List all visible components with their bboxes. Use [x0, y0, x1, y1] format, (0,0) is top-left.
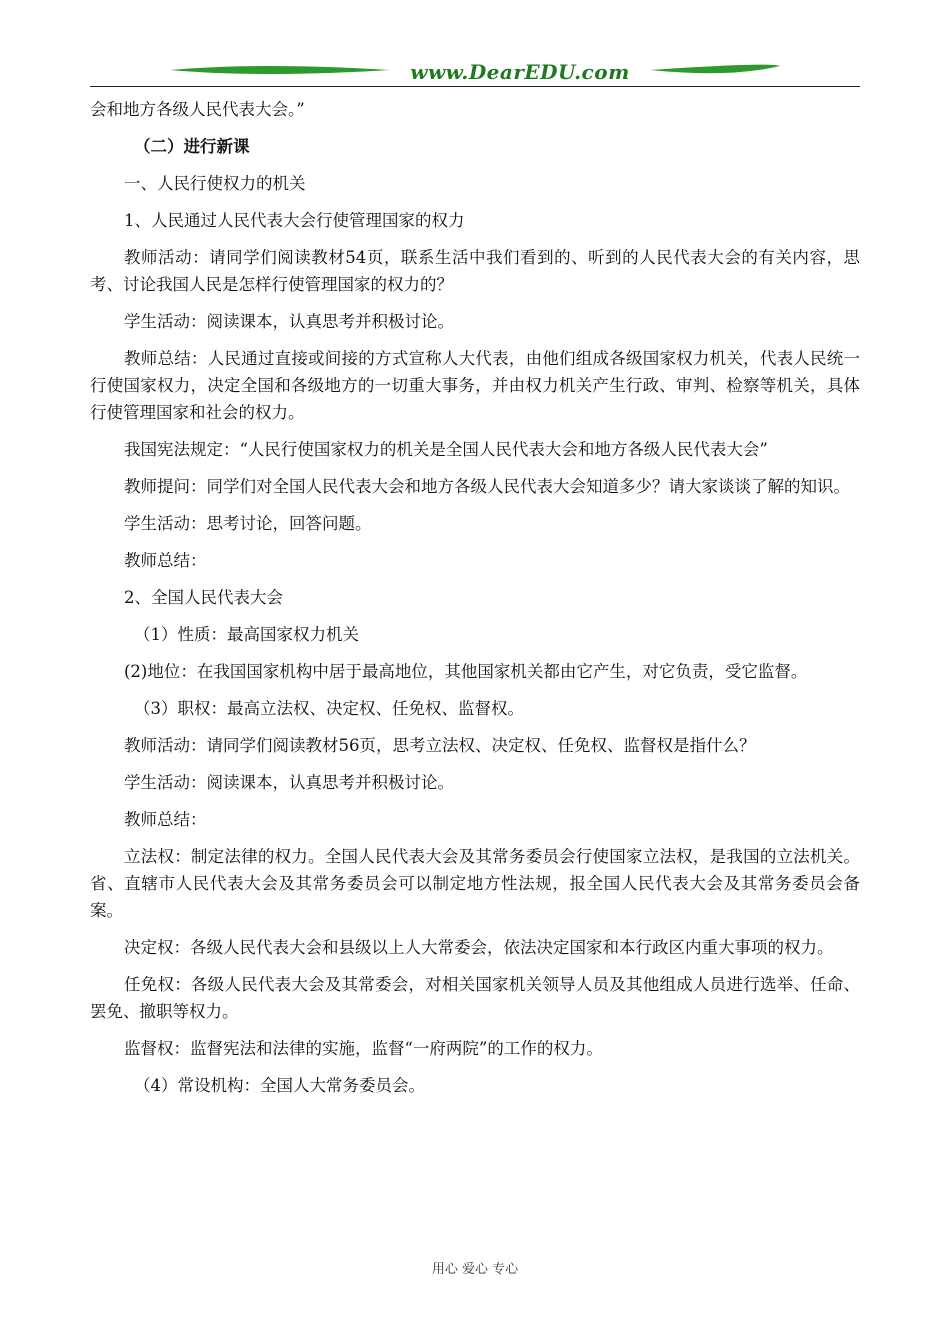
paragraph: 1、人民通过人民代表大会行使管理国家的权力 — [124, 211, 465, 230]
paragraph: (2)地位：在我国国家机构中居于最高地位，其他国家机关都由它产生，对它负责，受它监督。 — [124, 662, 808, 681]
paragraph: 立法权：制定法律的权力。全国人民代表大会及其常务委员会行使国家立法权，是我国的立法机关。省、直辖市人民代表大会及其常务委员会可以制定地方性法规，报全国人民代表大会及其常务委员会备案。 — [90, 847, 860, 920]
paragraph: 教师总结：人民通过直接或间接的方式宣称人大代表，由他们组成各级国家权力机关，代表人民统一行使国家权力，决定全国和各级地方的一切重大事务，并由权力机关产生行政、审判、检察等机关，具体行使管理国家和社会的权力。 — [90, 349, 860, 422]
paragraph: （二）进行新课 — [134, 137, 250, 156]
paragraph: 任免权：各级人民代表大会及其常委会，对相关国家机关领导人员及其他组成人员进行选举、任命、罢免、撤职等权力。 — [90, 975, 860, 1021]
page-footer: 用心 爱心 专心 — [431, 1262, 519, 1277]
document-body — [90, 96, 860, 1109]
paragraph: 教师提问：同学们对全国人民代表大会和地方各级人民代表大会知道多少？请大家谈谈了解的知识。 — [124, 477, 850, 496]
paragraph: （4）常设机构：全国人大常务委员会。 — [134, 1076, 425, 1095]
page-header — [90, 58, 860, 90]
header-rule — [90, 86, 860, 87]
paragraph: 一、人民行使权力的机关 — [124, 174, 306, 193]
paragraph: 监督权：监督宪法和法律的实施，监督“一府两院”的工作的权力。 — [124, 1039, 603, 1058]
paragraph: 我国宪法规定：“人民行使国家权力的机关是全国人民代表大会和地方各级人民代表大会” — [124, 440, 768, 459]
paragraph: 决定权：各级人民代表大会和县级以上人大常委会，依法决定国家和本行政区内重大事项的权力。 — [124, 938, 834, 957]
paragraph: 教师活动：请同学们阅读教材54页，联系生活中我们看到的、听到的人民代表大会的有关内容，思考、讨论我国人民是怎样行使管理国家的权力的？ — [90, 248, 860, 294]
paragraph: 学生活动：阅读课本，认真思考并积极讨论。 — [124, 773, 454, 792]
paragraph: 教师活动：请同学们阅读教材56页，思考立法权、决定权、任免权、监督权是指什么？ — [124, 736, 756, 755]
paragraph: （3）职权：最高立法权、决定权、任免权、监督权。 — [134, 699, 524, 718]
paragraph: 教师总结： — [124, 810, 207, 829]
brand-logo-text: www.DearEDU.com — [410, 60, 630, 84]
paragraph: 2、全国人民代表大会 — [124, 588, 283, 607]
paragraph: 学生活动：思考讨论，回答问题。 — [124, 514, 372, 533]
paragraph: 教师总结： — [124, 551, 207, 570]
paragraph: 会和地方各级人民代表大会。” — [90, 100, 305, 119]
paragraph: （1）性质：最高国家权力机关 — [134, 625, 359, 644]
paragraph: 学生活动：阅读课本，认真思考并积极讨论。 — [124, 312, 454, 331]
